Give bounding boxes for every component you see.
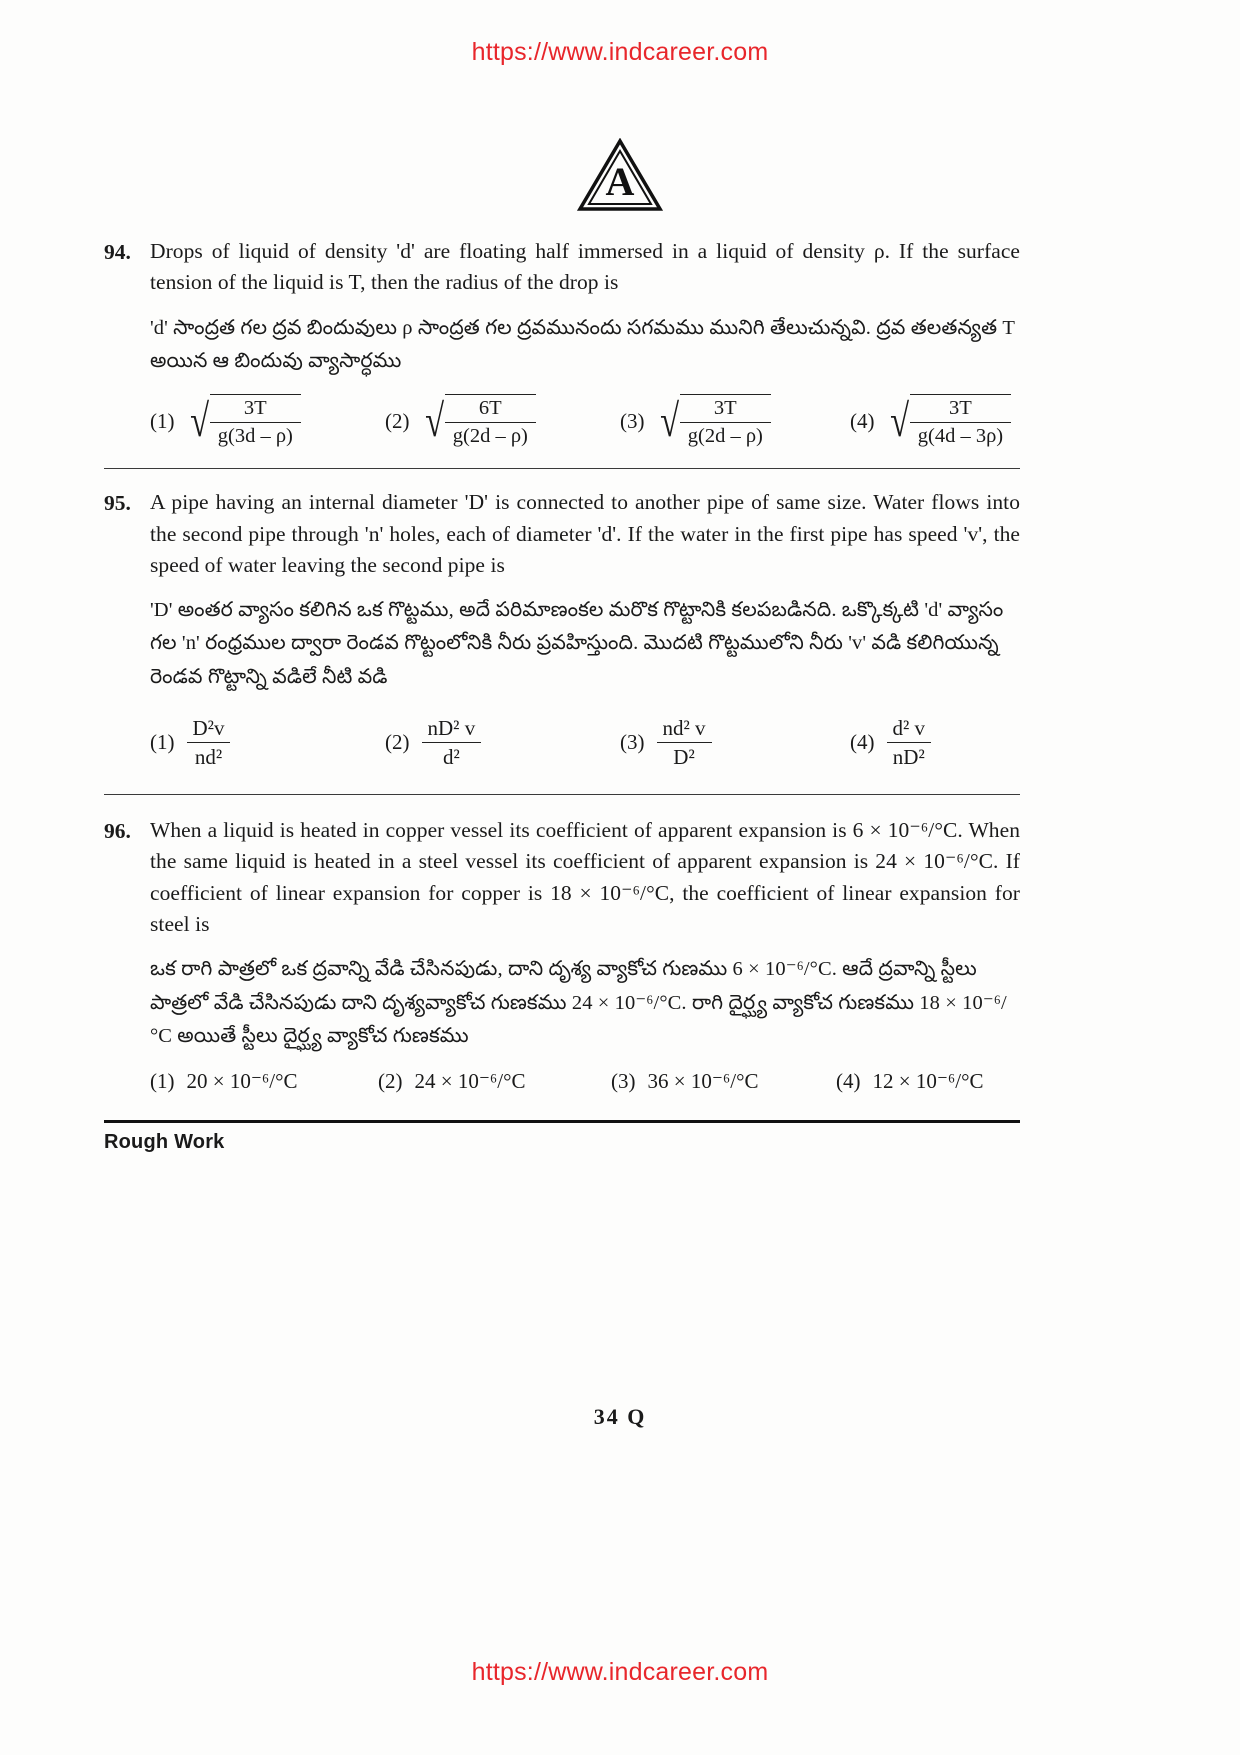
sqrt-icon: √	[889, 395, 909, 447]
option-denominator: D²	[673, 744, 695, 769]
option-label: (4)	[850, 730, 875, 755]
question-95	[104, 487, 1020, 770]
option-96-2[interactable]	[378, 1069, 611, 1094]
question-number: 94.	[104, 240, 131, 264]
option-label: (4)	[836, 1069, 861, 1093]
options-row-95	[150, 716, 1020, 770]
option-value: 36 × 10⁻⁶/°C	[647, 1069, 759, 1093]
question-number: 96.	[104, 818, 131, 843]
option-denominator: nD²	[892, 744, 925, 769]
option-denominator: g(3d – ρ)	[217, 425, 293, 448]
booklet-code-logo	[0, 138, 1240, 212]
option-label: (1)	[150, 730, 175, 755]
rough-work-separator	[104, 1120, 1020, 1123]
question-text-english: Drops of liquid of density 'd' are floating half immersed in a liquid of density ρ. If the surface tension of the liquid is T, then the radius of the drop is	[150, 239, 1020, 295]
option-denominator: g(2d – ρ)	[452, 425, 528, 448]
question-94	[104, 236, 1020, 448]
sqrt-icon: √	[659, 395, 679, 447]
question-text-telugu: 'D' అంతర వ్యాసం కలిగిన ఒక గొట్టము, అదే పరిమాణంకల మరొక గొట్టానికి కలపబడినది. ఒక్కొక్కటి 'd' వ్యాసం గల 'n' రంధ్రముల ద్వారా రెండవ గొట్టంలోనికి నీరు ప్రవహిస్తుంది. మొదటి గొట్టములోని నీరు 'v' వడి కలిగియున్న రెండవ గొట్టాన్ని వడిలే నీటి వడి	[150, 599, 1004, 688]
option-95-3[interactable]	[620, 716, 850, 770]
question-text-english: When a liquid is heated in copper vessel its coefficient of apparent expansion is 6 × 10⁻⁶/°C. When the same liquid is heated in a steel vessel its coefficient of apparent expansion is 24 × 10⁻⁶/°C. If coefficient of linear expansion for copper is 18 × 10⁻⁶/°C, the coefficient of linear expansion for steel is	[150, 817, 1020, 937]
option-94-1[interactable]	[150, 394, 385, 448]
option-denominator: nd²	[194, 744, 223, 769]
rough-work-label: Rough Work	[104, 1131, 225, 1153]
option-value: 20 × 10⁻⁶/°C	[186, 1069, 298, 1093]
question-number: 95.	[104, 491, 131, 516]
questions-container	[104, 236, 1020, 1154]
option-96-1[interactable]	[150, 1069, 378, 1094]
question-96	[104, 815, 1020, 1094]
option-label: (4)	[850, 408, 875, 433]
option-95-1[interactable]	[150, 716, 385, 770]
options-row-96	[150, 1069, 1020, 1094]
option-label: (1)	[150, 408, 175, 433]
option-value: 12 × 10⁻⁶/°C	[872, 1069, 984, 1093]
option-denominator: g(2d – ρ)	[687, 425, 763, 448]
sqrt-icon: √	[424, 395, 444, 447]
sqrt-icon: √	[189, 395, 209, 447]
option-denominator: d²	[442, 744, 460, 769]
option-95-2[interactable]	[385, 716, 620, 770]
option-value: 24 × 10⁻⁶/°C	[414, 1069, 526, 1093]
option-denominator: g(4d – 3ρ)	[917, 425, 1004, 448]
watermark-top: https://www.indcareer.com	[471, 38, 769, 66]
option-numerator: 3T	[910, 396, 1011, 423]
option-label: (3)	[620, 730, 645, 755]
option-label: (2)	[385, 408, 410, 433]
option-96-4[interactable]	[836, 1069, 984, 1094]
option-numerator: 6T	[445, 396, 536, 423]
option-label: (1)	[150, 1069, 175, 1093]
option-numerator: D²v	[187, 716, 231, 743]
question-text-telugu: ఒక రాగి పాత్రలో ఒక ద్రవాన్ని వేడి చేసినపుడు, దాని దృశ్య వ్యాకోచ గుణము 6 × 10⁻⁶/°C. ఆదే ద్రవాన్ని స్టీలు పాత్రలో వేడి చేసినపుడు దాని దృశ్యవ్యాకోచ గుణకము 24 × 10⁻⁶/°C. రాగి దైర్ఘ్య వ్యాకోచ గుణకము 18 × 10⁻⁶/°C అయితే స్టీలు దైర్ఘ్య వ్యాకోచ గుణకము	[150, 958, 1007, 1047]
option-numerator: nD² v	[422, 716, 482, 743]
option-95-4[interactable]	[850, 716, 931, 770]
watermark-bottom: https://www.indcareer.com	[471, 1658, 769, 1686]
question-separator	[104, 794, 1020, 795]
option-numerator: d² v	[887, 716, 932, 743]
question-text-telugu: 'd' సాంద్రత గల ద్రవ బిందువులు ρ సాంద్రత గల ద్రవమునందు సగమము మునిగి తేలుచున్నవి. ద్రవ తలతన్యత T అయిన ఆ బిందువు వ్యాసార్ధము	[150, 316, 1015, 372]
option-numerator: 3T	[210, 396, 301, 423]
booklet-code-letter: A	[605, 159, 635, 204]
question-separator	[104, 468, 1020, 469]
option-94-3[interactable]	[620, 394, 850, 448]
question-text-english: A pipe having an internal diameter 'D' is connected to another pipe of same size. Water flows into the second pipe through 'n' holes, each of diameter 'd'. If the water in the first pipe has speed 'v', the speed of water leaving the second pipe is	[150, 490, 1020, 577]
option-label: (3)	[611, 1069, 636, 1093]
option-94-2[interactable]	[385, 394, 620, 448]
option-numerator: nd² v	[657, 716, 712, 743]
option-label: (3)	[620, 408, 645, 433]
options-row-94	[150, 394, 1020, 448]
option-96-3[interactable]	[611, 1069, 836, 1094]
option-label: (2)	[385, 730, 410, 755]
page-number: 34 Q	[593, 1404, 647, 1429]
option-94-4[interactable]	[850, 394, 1011, 448]
option-numerator: 3T	[680, 396, 771, 423]
option-label: (2)	[378, 1069, 403, 1093]
